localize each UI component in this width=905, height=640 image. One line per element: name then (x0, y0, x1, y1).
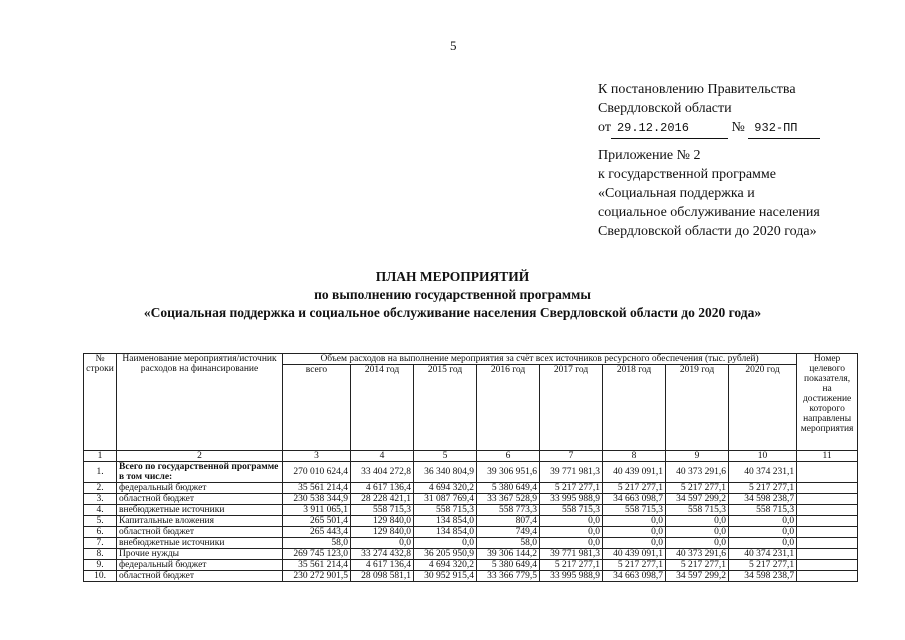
column-number-row (84, 451, 858, 462)
row-target (797, 571, 858, 582)
row-value: 4 694 320,2 (414, 560, 477, 571)
row-target (797, 483, 858, 494)
row-value: 558 773,3 (477, 505, 540, 516)
row-value: 0,0 (603, 516, 666, 527)
row-value: 40 439 091,1 (603, 462, 666, 483)
row-value: 5 217 277,1 (729, 560, 797, 571)
decree-date-line (598, 118, 820, 139)
row-target (797, 505, 858, 516)
row-name: федеральный бюджет (117, 560, 283, 571)
row-name: внебюджетные источники (117, 538, 283, 549)
column-number: 2 (117, 451, 283, 462)
appendix-line-4: социальное обслуживание населения (598, 205, 820, 220)
row-number: 1. (84, 462, 117, 483)
row-number: 5. (84, 516, 117, 527)
table-row (84, 494, 858, 505)
row-number: 6. (84, 527, 117, 538)
row-number: 2. (84, 483, 117, 494)
row-name: областной бюджет (117, 527, 283, 538)
row-value: 34 597 299,2 (666, 571, 729, 582)
table-row (84, 505, 858, 516)
decree-line-2: Свердловской области (598, 101, 732, 116)
row-value: 3 911 065,1 (283, 505, 351, 516)
row-value: 5 217 277,1 (666, 560, 729, 571)
row-number: 8. (84, 549, 117, 560)
row-value: 269 745 123,0 (283, 549, 351, 560)
row-number: 7. (84, 538, 117, 549)
header-2014: 2014 год (351, 365, 414, 451)
row-value: 4 617 136,4 (351, 483, 414, 494)
row-name: федеральный бюджет (117, 483, 283, 494)
row-value: 0,0 (729, 516, 797, 527)
table-row (84, 549, 858, 560)
decree-reference (598, 80, 820, 139)
row-value: 0,0 (351, 538, 414, 549)
header-expenses-group: Объем расходов на выполнение мероприятия за счёт всех источников ресурсного обеспечения (тыс. рублей) (283, 354, 797, 365)
row-number: 9. (84, 560, 117, 571)
column-number: 9 (666, 451, 729, 462)
column-number: 4 (351, 451, 414, 462)
row-name: внебюджетные источники (117, 505, 283, 516)
appendix-line-5: Свердловской области до 2020 года» (598, 224, 817, 239)
header-2018: 2018 год (603, 365, 666, 451)
row-value: 265 501,4 (283, 516, 351, 527)
title-line-1: ПЛАН МЕРОПРИЯТИЙ (375, 269, 530, 284)
row-value: 558 715,3 (603, 505, 666, 516)
row-value: 33 995 988,9 (540, 494, 603, 505)
row-value: 5 217 277,1 (540, 560, 603, 571)
row-value: 34 598 238,7 (729, 494, 797, 505)
decree-line-1: К постановлению Правительства (598, 82, 796, 97)
row-value: 230 272 901,5 (283, 571, 351, 582)
row-value: 5 217 277,1 (666, 483, 729, 494)
row-value: 265 443,4 (283, 527, 351, 538)
row-value: 5 217 277,1 (729, 483, 797, 494)
header-total: всего (283, 365, 351, 451)
row-value: 0,0 (414, 538, 477, 549)
row-value: 558 715,3 (351, 505, 414, 516)
appendix-line-3: «Социальная поддержка и (598, 186, 755, 201)
row-value: 40 374 231,1 (729, 462, 797, 483)
header-2019: 2019 год (666, 365, 729, 451)
row-value: 0,0 (603, 527, 666, 538)
decree-from-label: от (598, 120, 611, 135)
row-value: 40 439 091,1 (603, 549, 666, 560)
row-target (797, 560, 858, 571)
row-value: 34 663 098,7 (603, 571, 666, 582)
row-value: 39 771 981,3 (540, 549, 603, 560)
row-target (797, 462, 858, 483)
row-value: 35 561 214,4 (283, 560, 351, 571)
row-value: 129 840,0 (351, 516, 414, 527)
appendix-reference (598, 146, 820, 241)
row-number: 4. (84, 505, 117, 516)
row-value: 134 854,0 (414, 527, 477, 538)
page-number: 5 (450, 38, 457, 53)
row-value: 5 380 649,4 (477, 483, 540, 494)
row-value: 0,0 (540, 516, 603, 527)
row-value: 0,0 (666, 538, 729, 549)
row-value: 33 274 432,8 (351, 549, 414, 560)
header-row-no: № строки (84, 354, 117, 451)
row-value: 230 538 344,9 (283, 494, 351, 505)
appendix-line-1: Приложение № 2 (598, 148, 701, 163)
column-number: 5 (414, 451, 477, 462)
row-value: 807,4 (477, 516, 540, 527)
row-target (797, 549, 858, 560)
row-target (797, 494, 858, 505)
row-value: 40 373 291,6 (666, 462, 729, 483)
row-name: Капитальные вложения (117, 516, 283, 527)
table-row (84, 516, 858, 527)
row-value: 34 598 238,7 (729, 571, 797, 582)
row-value: 36 340 804,9 (414, 462, 477, 483)
row-number: 3. (84, 494, 117, 505)
row-value: 558 715,3 (414, 505, 477, 516)
column-number: 6 (477, 451, 540, 462)
column-number: 3 (283, 451, 351, 462)
decree-number-label: № (731, 120, 745, 135)
row-value: 749,4 (477, 527, 540, 538)
row-value: 0,0 (540, 527, 603, 538)
row-value: 4 617 136,4 (351, 560, 414, 571)
row-value: 558 715,3 (729, 505, 797, 516)
row-value: 28 098 581,1 (351, 571, 414, 582)
row-value: 0,0 (666, 516, 729, 527)
row-value: 40 374 231,1 (729, 549, 797, 560)
header-2015: 2015 год (414, 365, 477, 451)
header-name: Наименование мероприятия/источник расходов на финансирование (117, 354, 283, 451)
table-row (84, 462, 858, 483)
document-title (0, 268, 905, 322)
row-value: 5 380 649,4 (477, 560, 540, 571)
row-value: 33 367 528,9 (477, 494, 540, 505)
row-value: 34 597 299,2 (666, 494, 729, 505)
row-target (797, 538, 858, 549)
appendix-line-2: к государственной программе (598, 167, 776, 182)
title-line-2: по выполнению государственной программы (314, 287, 591, 302)
table-row (84, 571, 858, 582)
row-target (797, 516, 858, 527)
column-number: 7 (540, 451, 603, 462)
table-row (84, 538, 858, 549)
row-number: 10. (84, 571, 117, 582)
column-number: 8 (603, 451, 666, 462)
row-value: 39 306 951,6 (477, 462, 540, 483)
row-value: 35 561 214,4 (283, 483, 351, 494)
row-value: 0,0 (729, 527, 797, 538)
row-value: 36 205 950,9 (414, 549, 477, 560)
row-value: 39 771 981,3 (540, 462, 603, 483)
row-target (797, 527, 858, 538)
header-2020: 2020 год (729, 365, 797, 451)
table-row (84, 483, 858, 494)
row-value: 31 087 769,4 (414, 494, 477, 505)
row-value: 129 840,0 (351, 527, 414, 538)
row-value: 558 715,3 (540, 505, 603, 516)
row-value: 4 694 320,2 (414, 483, 477, 494)
row-value: 33 366 779,5 (477, 571, 540, 582)
row-value: 0,0 (603, 538, 666, 549)
table-row (84, 560, 858, 571)
row-value: 33 404 272,8 (351, 462, 414, 483)
table-row (84, 527, 858, 538)
header-target-no: Номер целевого показателя, на достижение которого направлены мероприятия (797, 354, 858, 451)
row-value: 558 715,3 (666, 505, 729, 516)
decree-date: 29.12.2016 (611, 119, 728, 139)
row-name: областной бюджет (117, 494, 283, 505)
row-value: 134 854,0 (414, 516, 477, 527)
row-name: областной бюджет (117, 571, 283, 582)
decree-number: 932-ПП (748, 119, 820, 139)
header-2016: 2016 год (477, 365, 540, 451)
row-name: Прочие нужды (117, 549, 283, 560)
row-value: 40 373 291,6 (666, 549, 729, 560)
row-value: 58,0 (283, 538, 351, 549)
title-line-3: «Социальная поддержка и социальное обслуживание населения Свердловской области до 2020 года» (143, 305, 762, 320)
row-value: 5 217 277,1 (540, 483, 603, 494)
row-value: 58,0 (477, 538, 540, 549)
plan-table (83, 353, 858, 582)
row-name: Всего по государственной программе в том числе: (117, 462, 283, 483)
row-value: 34 663 098,7 (603, 494, 666, 505)
row-value: 5 217 277,1 (603, 483, 666, 494)
row-value: 33 995 988,9 (540, 571, 603, 582)
column-number: 1 (84, 451, 117, 462)
row-value: 0,0 (540, 538, 603, 549)
row-value: 5 217 277,1 (603, 560, 666, 571)
column-number: 10 (729, 451, 797, 462)
row-value: 39 306 144,2 (477, 549, 540, 560)
row-value: 270 010 624,4 (283, 462, 351, 483)
row-value: 30 952 915,4 (414, 571, 477, 582)
header-2017: 2017 год (540, 365, 603, 451)
column-number: 11 (797, 451, 858, 462)
row-value: 0,0 (666, 527, 729, 538)
row-value: 0,0 (729, 538, 797, 549)
row-value: 28 228 421,1 (351, 494, 414, 505)
